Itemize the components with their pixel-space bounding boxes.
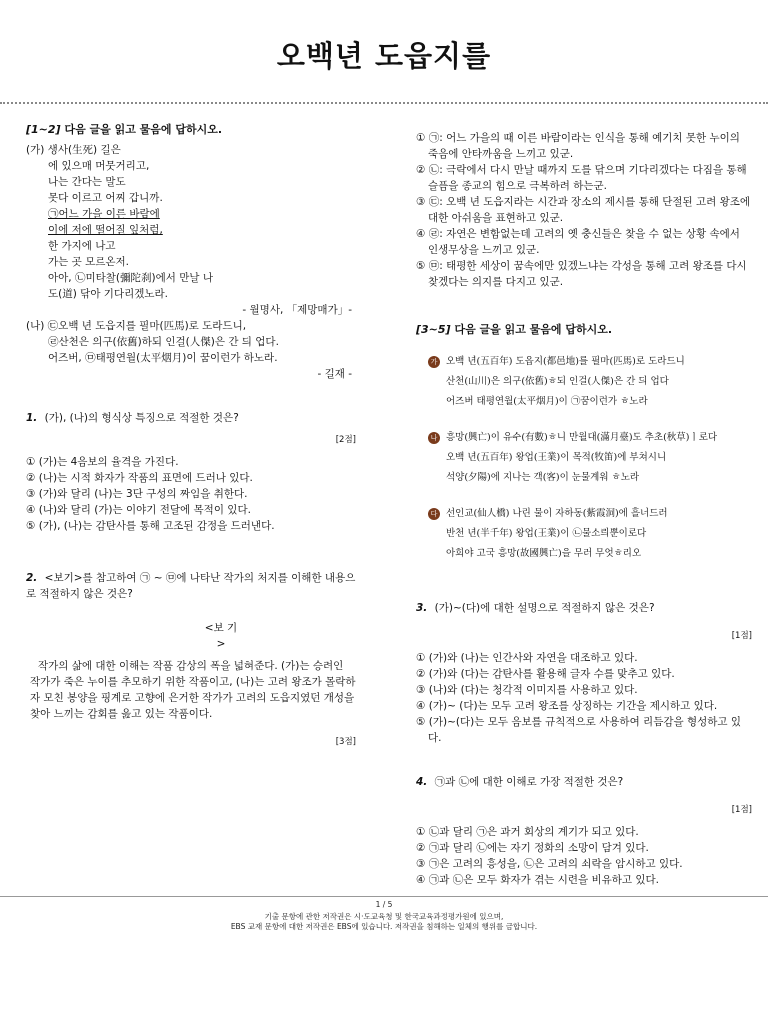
source-ga: - 월명사, 「제망매가」- [242,304,352,316]
answer-option[interactable]: ① (가)와 (나)는 인간사와 자연을 대조하고 있다. [416,652,638,664]
question-1 [26,410,356,426]
copyright-line: EBS 교재 문항에 대한 저작권은 EBS에 있습니다. 저작권을 침해하는 일체의 행위를 금합니다. [230,922,538,931]
bogi-text: 작가의 삶에 대한 이해는 작품 감상의 폭을 넓혀준다. (가)는 승려인 작가가 죽은 누이를 추모하기 위한 작품이고, (나)는 고려 왕조가 몰락하자 모친 봉양을 핑계로 고향에 은거한 작가가 고려의 도읍지였던 개성을 찾아 느끼는 감회를 읊고 있는 작품이다. [30,660,356,720]
poem-ga-line: (가) 생사(生死) 길은 [26,144,121,156]
poem-ga-line: 에 있으매 머뭇거리고, [48,160,150,172]
sijo-ga [428,352,752,412]
answer-option[interactable]: ④ ㉠과 ㉡은 모두 화자가 겪는 시련을 비유하고 있다. [416,874,660,886]
question-text: <보기>를 참고하여 ㉠ ~ ㉤에 나타난 작가의 처지를 이해한 내용으로 적절하지 않은 것은? [26,572,356,600]
page-number: 1 / 5 [375,900,393,909]
poem-ga-line: 나는 간다는 말도 [48,176,126,188]
poem-ga-line: ㉠어느 가을 이른 바람에 [48,208,160,220]
left-column [26,122,356,756]
sijo-line: 흥망(興亡)이 유수(有數)ㅎ니 만월대(滿月臺)도 추초(秋草)ㅣ로다 [446,432,718,443]
source-na: - 길재 - [317,368,352,380]
question-number: 2. [26,572,38,584]
bogi-title-close: > [216,638,226,650]
copyright-line: 기출 문항에 관한 저작권은 시·도교육청 및 한국교육과정평가원에 있으며, [264,912,504,921]
answer-option[interactable]: ③ ㉢: 오백 년 도읍지라는 시간과 장소의 제시를 통해 단절된 고려 왕조에 대한 아쉬움을 표현하고 있군. [416,196,751,224]
answer-option[interactable]: ⑤ (가)~(다)는 모두 음보를 규칙적으로 사용하여 리듬감을 형성하고 있다. [416,716,742,744]
page-title: 오백년 도읍지를 [276,39,492,73]
poem-ga-line: 도(道) 닦아 기다리겠노라. [48,288,168,300]
title-divider [0,102,768,104]
bogi-title [86,620,356,652]
answer-option[interactable]: ③ (나)와 (다)는 청각적 이미지를 사용하고 있다. [416,684,638,696]
question-2 [26,570,356,602]
answer-option[interactable]: ① (가)는 4음보의 율격을 가진다. [26,456,179,468]
poem-na-line: (나) ㉢오백 년 도읍지를 필마(匹馬)로 도라드니, [26,320,247,332]
question-points: [3점] [335,737,356,747]
question-text: (가), (나)의 형식상 특징으로 적절한 것은? [44,412,239,424]
answer-option[interactable]: ⑤ ㉤: 태평한 세상이 꿈속에만 있겠느냐는 각성을 통해 고려 왕조를 다시 찾겠다는 의지를 다지고 있군. [416,260,747,288]
header-range: [1~2] [26,123,61,136]
answer-option[interactable]: ④ ㉣: 자연은 변함없는데 고려의 옛 충신들은 찾을 수 없는 상황 속에서 인생무상을 느끼고 있군. [416,228,740,256]
footer-divider [0,896,768,897]
poem-na-line: 어즈버, ㉤태평연월(太平烟月)이 꿈이런가 하노라. [48,352,278,364]
sijo-line: 오백 년(五百年) 왕업(王業)이 목적(牧笛)에 부쳐시니 [446,452,667,463]
poem-ga-line: 이에 저에 떨어질 잎처럼, [48,224,163,236]
poem-ga-line: 한 가지에 나고 [48,240,116,252]
question-4 [416,774,752,790]
poem-ga-line: 못다 이르고 어찌 갑니까. [48,192,163,204]
poem-ga-line: 아아, ㉡미타찰(彌陀刹)에서 만날 나 [48,272,213,284]
answer-option[interactable]: ② ㉡: 극락에서 다시 만날 때까지 도를 닦으며 기다리겠다는 다짐을 통해 슬픔을 종교의 힘으로 극복하려 하는군. [416,164,747,192]
passage-mark-na: 나 [428,432,440,444]
answer-option[interactable]: ③ ㉠은 고려의 흥성을, ㉡은 고려의 쇠락을 암시하고 있다. [416,858,683,870]
passage-header-1-2 [26,122,356,138]
poem-ga-line: 가는 곳 모르온저. [48,256,130,268]
sijo-line: 오백 년(五百年) 도읍지(都邑地)를 필마(匹馬)로 도라드니 [446,356,685,367]
question-points: [2점] [335,435,356,445]
sijo-line: 석양(夕陽)에 지나는 객(客)이 눈물계워 ㅎ노라 [446,472,640,483]
answer-option[interactable]: ① ㉠: 어느 가을의 때 이른 바람이라는 인식을 통해 예기치 못한 누이의 죽음에 안타까움을 느끼고 있군. [416,132,740,160]
question-3 [416,600,752,616]
answer-option[interactable]: ⑤ (가), (나)는 감탄사를 통해 고조된 감정을 드러낸다. [26,520,275,532]
sijo-line: 아희야 고국 흥망(故國興亡)을 무러 무엇ㅎ리오 [446,548,642,559]
bogi-title-text: <보 기 [204,622,238,634]
passage-mark-da: 다 [428,508,440,520]
answer-option[interactable]: ③ (가)와 달리 (나)는 3단 구성의 짜임을 취한다. [26,488,248,500]
answer-option[interactable]: ② ㉠과 달리 ㉡에는 자기 정화의 소망이 담겨 있다. [416,842,649,854]
sijo-line: 산천(山川)은 의구(依舊)ㅎ되 인걸(人傑)은 간 듸 업다 [446,376,669,387]
sijo-line: 선인교(仙人橋) 나린 물이 자하동(紫霞洞)에 흘너드러 [446,508,668,519]
question-text: (가)~(다)에 대한 설명으로 적절하지 않은 것은? [434,602,655,614]
question-number: 1. [26,412,38,424]
sijo-da [428,504,752,564]
header-range: [3~5] [416,323,451,336]
question-number: 3. [416,602,428,614]
answer-option[interactable]: ④ (가)~ (다)는 모두 고려 왕조를 상징하는 기간을 제시하고 있다. [416,700,718,712]
question-points: [1점] [731,805,752,815]
sijo-line: 반천 년(半千年) 왕업(王業)이 ㉡물소릐뿐이로다 [446,528,647,539]
sijo-line: 어즈버 태평연월(太平烟月)이 ㉠꿈이런가 ㅎ노라 [446,396,648,407]
poem-na-line: ㉣산천은 의구(依舊)하되 인걸(人傑)은 간 듸 업다. [48,336,279,348]
question-points: [1점] [731,631,752,641]
passage-mark-ga: 가 [428,356,440,368]
sijo-passages [428,352,752,564]
sijo-na [428,428,752,488]
question-text: ㉠과 ㉡에 대한 이해로 가장 적절한 것은? [434,776,624,788]
question-number: 4. [416,776,428,788]
passage-header-3-5 [416,322,752,338]
answer-option[interactable]: ④ (나)와 달리 (가)는 이야기 전달에 목적이 있다. [26,504,251,516]
answer-option[interactable]: ② (가)와 (다)는 감탄사를 활용해 글자 수를 맞추고 있다. [416,668,675,680]
answer-option[interactable]: ② (나)는 시적 화자가 작품의 표면에 드러나 있다. [26,472,253,484]
header-text: 다음 글을 읽고 물음에 답하시오. [454,323,613,336]
header-text: 다음 글을 읽고 물음에 답하시오. [64,123,223,136]
answer-option[interactable]: ① ㉡과 달리 ㉠은 과거 회상의 계기가 되고 있다. [416,826,639,838]
right-column [416,130,752,888]
